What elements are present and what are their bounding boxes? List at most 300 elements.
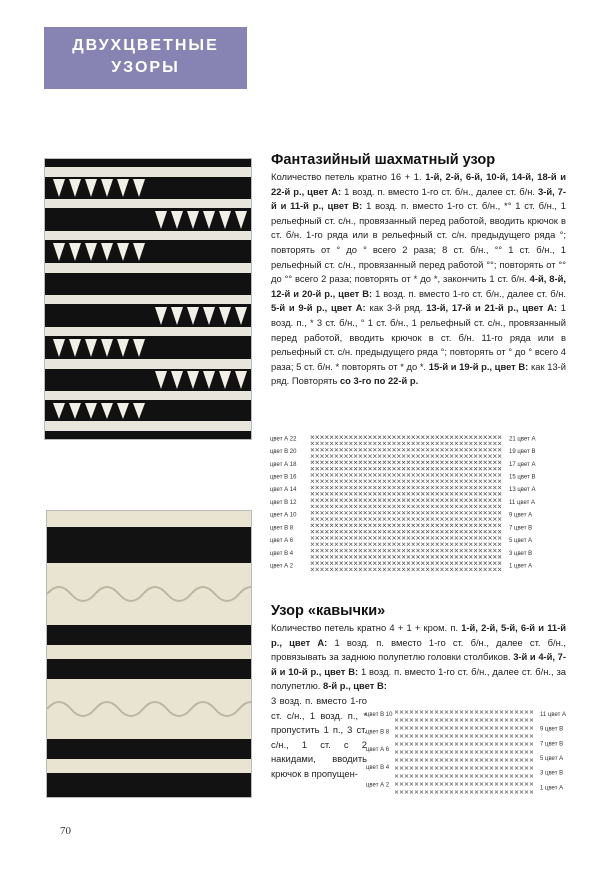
- chart2-stitch-mark: [395, 758, 398, 761]
- chart2-stitch-mark: [400, 734, 403, 737]
- chart2-stitch-mark: [500, 758, 503, 761]
- chart1-stitch-mark: [431, 543, 434, 546]
- chart2-stitch-mark: [410, 782, 413, 785]
- chart1-stitch-mark: [484, 505, 487, 508]
- chart1-stitch-mark: [344, 511, 347, 514]
- chart2-stitch-mark: [520, 766, 523, 769]
- chart1-stitch-mark: [359, 486, 362, 489]
- chart1-stitch-mark: [488, 530, 491, 533]
- chart1-stitch-mark: [474, 524, 477, 527]
- chart2-stitch-mark: [410, 774, 413, 777]
- chart1-stitch-mark: [378, 524, 381, 527]
- chart1-stitch-mark: [383, 442, 386, 445]
- chart1-stitch-mark: [455, 480, 458, 483]
- chart1-stitch-mark: [493, 517, 496, 520]
- p1-rows-a: 1-й, 2-й, 6-й, 10-й, 14-й, 18-й и 22-й р., цвет А:: [271, 171, 566, 197]
- chart1-stitch-mark: [412, 555, 415, 558]
- chart1-stitch-mark: [397, 543, 400, 546]
- p1-rows-a-text: 1 возд. п. вместо 1-го ст. б/н., далее ст. б/н.: [344, 185, 536, 197]
- chart2-stitch-mark: [530, 742, 533, 745]
- chart1-stitch-mark: [340, 492, 343, 495]
- chart2-stitch-mark: [475, 718, 478, 721]
- chart2-stitch-mark: [460, 790, 463, 793]
- chart2-stitch-mark: [445, 710, 448, 713]
- chart2-stitch-mark: [445, 766, 448, 769]
- chart1-stitch-mark: [426, 568, 429, 571]
- chart1-stitch-mark: [416, 467, 419, 470]
- chart1-stitch-mark: [359, 549, 362, 552]
- chart1-stitch-mark: [445, 530, 448, 533]
- chart2-stitch-mark: [490, 766, 493, 769]
- chart1-stitch-mark: [373, 536, 376, 539]
- chart1-stitch-mark: [412, 517, 415, 520]
- chart2-stitch-mark: [415, 782, 418, 785]
- chart1-stitch-mark: [320, 505, 323, 508]
- chart1-stitch-mark: [325, 511, 328, 514]
- chart2-stitch-mark: [420, 750, 423, 753]
- chart1-stitch-mark: [407, 436, 410, 439]
- chart1-stitch-mark: [412, 505, 415, 508]
- chart2-stitch-mark: [450, 758, 453, 761]
- chart1-stitch-mark: [354, 555, 357, 558]
- chart1-stitch-mark: [335, 524, 338, 527]
- chart1-stitch-mark: [378, 536, 381, 539]
- chart2-stitch-mark: [470, 726, 473, 729]
- chart2-stitch-mark: [515, 790, 518, 793]
- chart1-stitch-mark: [474, 467, 477, 470]
- chart2-stitch-mark: [420, 758, 423, 761]
- chart1-stitch-mark: [397, 454, 400, 457]
- chart1-stitch-mark: [474, 473, 477, 476]
- chart2-right-label: 11 цвет А: [540, 712, 566, 718]
- chart1-stitch-mark: [484, 436, 487, 439]
- chart2-stitch-mark: [400, 718, 403, 721]
- chart1-stitch-mark: [412, 448, 415, 451]
- chart1-stitch-mark: [460, 486, 463, 489]
- chart1-stitch-mark: [397, 568, 400, 571]
- chart1-stitch-mark: [488, 543, 491, 546]
- chart1-stitch-mark: [460, 517, 463, 520]
- chart1-stitch-mark: [445, 543, 448, 546]
- chart1-right-label: 1 цвет А: [509, 563, 533, 570]
- chart1-stitch-mark: [368, 454, 371, 457]
- chart2-stitch-mark: [460, 726, 463, 729]
- chart1-stitch-mark: [316, 549, 319, 552]
- chart1-stitch-mark: [493, 549, 496, 552]
- chart1-stitch-mark: [431, 448, 434, 451]
- chart1-stitch-mark: [320, 436, 323, 439]
- chart1-stitch-mark: [320, 486, 323, 489]
- chart2-stitch-mark: [395, 742, 398, 745]
- chart1-stitch-mark: [464, 467, 467, 470]
- section-title-line2: УЗОРЫ: [111, 59, 180, 76]
- chart2-stitch-mark: [465, 742, 468, 745]
- chart1-stitch-mark: [330, 517, 333, 520]
- chart1-stitch-mark: [316, 486, 319, 489]
- chart1-stitch-mark: [388, 568, 391, 571]
- chart2-stitch-mark: [425, 750, 428, 753]
- chart1-stitch-mark: [431, 473, 434, 476]
- chart1-stitch-mark: [479, 568, 482, 571]
- chart1-stitch-mark: [484, 524, 487, 527]
- chart2-stitch-mark: [505, 710, 508, 713]
- chart1-stitch-mark: [484, 492, 487, 495]
- chart1-stitch-mark: [354, 568, 357, 571]
- chart1-stitch-mark: [484, 499, 487, 502]
- chart1-stitch-mark: [378, 473, 381, 476]
- chart1-stitch-mark: [335, 436, 338, 439]
- chart1-stitch-mark: [330, 549, 333, 552]
- chart1-stitch-mark: [479, 549, 482, 552]
- chart1-stitch-mark: [440, 536, 443, 539]
- chart1-stitch-mark: [320, 524, 323, 527]
- chart1-stitch-mark: [392, 499, 395, 502]
- chart1-stitch-mark: [479, 524, 482, 527]
- chart1-stitch-mark: [431, 568, 434, 571]
- chart1-stitch-mark: [364, 480, 367, 483]
- chart1-stitch-mark: [407, 461, 410, 464]
- chart2-stitch-mark: [490, 774, 493, 777]
- chart1-stitch-mark: [431, 442, 434, 445]
- p1-rows-f: 15-й и 19-й р., цвет В:: [428, 360, 529, 372]
- chart1-stitch-mark: [455, 517, 458, 520]
- chart2-stitch-mark: [530, 734, 533, 737]
- chart2-stitch-mark: [400, 750, 403, 753]
- chart1-stitch-mark: [325, 473, 328, 476]
- chart1-stitch-mark: [325, 442, 328, 445]
- chart2-stitch-mark: [480, 742, 483, 745]
- chart1-stitch-mark: [397, 492, 400, 495]
- chart2-left-label: цвет В 10: [366, 712, 393, 718]
- chart1-stitch-mark: [445, 517, 448, 520]
- chart1-stitch-mark: [488, 486, 491, 489]
- chart1-stitch-mark: [316, 442, 319, 445]
- chart1-stitch-mark: [479, 530, 482, 533]
- chart1-stitch-mark: [416, 486, 419, 489]
- chart1-stitch-mark: [484, 562, 487, 565]
- chart1-stitch-mark: [359, 555, 362, 558]
- chart1-stitch-mark: [421, 530, 424, 533]
- chart1-stitch-mark: [440, 549, 443, 552]
- chart1-stitch-mark: [460, 511, 463, 514]
- chart1-stitch-mark: [407, 492, 410, 495]
- chart2-stitch-mark: [445, 726, 448, 729]
- chart1-stitch-mark: [469, 505, 472, 508]
- p1-rows-e: 13-й, 17-й и 21-й р., цвет А:: [426, 302, 557, 314]
- chart1-stitch-mark: [344, 480, 347, 483]
- chart1-stitch-mark: [498, 549, 501, 552]
- chart1-stitch-mark: [388, 436, 391, 439]
- chart1-stitch-mark: [359, 517, 362, 520]
- chart2-stitch-mark: [485, 718, 488, 721]
- chart1-stitch-mark: [445, 448, 448, 451]
- chart1-stitch-mark: [325, 568, 328, 571]
- chart1-stitch-mark: [364, 517, 367, 520]
- chart1-stitch-mark: [349, 536, 352, 539]
- chart1-stitch-mark: [474, 492, 477, 495]
- chart1-stitch-mark: [392, 536, 395, 539]
- checkerboard-pattern-photo: [44, 158, 252, 440]
- chart1-stitch-mark: [498, 499, 501, 502]
- chart1-stitch-mark: [330, 454, 333, 457]
- chart2-stitch-mark: [420, 710, 423, 713]
- chart1-stitch-mark: [436, 448, 439, 451]
- chart1-stitch-mark: [484, 543, 487, 546]
- chart1-stitch-mark: [402, 467, 405, 470]
- chart2-right-label: 7 цвет В: [540, 741, 564, 748]
- chart1-stitch-mark: [349, 524, 352, 527]
- chart1-stitch-mark: [397, 530, 400, 533]
- chart1-stitch-mark: [412, 486, 415, 489]
- chart1-stitch-mark: [383, 448, 386, 451]
- chart1-stitch-mark: [340, 499, 343, 502]
- chart2-stitch-mark: [430, 758, 433, 761]
- chart1-stitch-mark: [359, 480, 362, 483]
- chart2-stitch-mark: [475, 774, 478, 777]
- chart1-stitch-mark: [378, 511, 381, 514]
- chart2-stitch-mark: [455, 750, 458, 753]
- chart1-stitch-mark: [426, 505, 429, 508]
- chart2-stitch-mark: [415, 718, 418, 721]
- chart1-stitch-mark: [493, 454, 496, 457]
- chart1-stitch-mark: [383, 505, 386, 508]
- chart1-stitch-mark: [479, 543, 482, 546]
- chart1-stitch-mark: [392, 448, 395, 451]
- chart1-stitch-mark: [344, 454, 347, 457]
- chart1-stitch-mark: [445, 442, 448, 445]
- chart2-stitch-mark: [500, 718, 503, 721]
- chart1-stitch-mark: [407, 473, 410, 476]
- chart2-stitch-mark: [470, 766, 473, 769]
- chart1-stitch-mark: [493, 448, 496, 451]
- chart1-stitch-mark: [340, 562, 343, 565]
- chart1-stitch-mark: [440, 511, 443, 514]
- chart2-stitch-mark: [525, 766, 528, 769]
- chart1-stitch-mark: [460, 461, 463, 464]
- chart2-stitch-mark: [510, 758, 513, 761]
- chart1-stitch-mark: [460, 536, 463, 539]
- chart1-stitch-mark: [440, 461, 443, 464]
- chart1-stitch-mark: [474, 480, 477, 483]
- chart2-stitch-mark: [480, 774, 483, 777]
- chart1-stitch-mark: [440, 555, 443, 558]
- chart1-stitch-mark: [479, 536, 482, 539]
- chart1-stitch-mark: [498, 492, 501, 495]
- chart1-stitch-mark: [344, 517, 347, 520]
- chart1-stitch-mark: [330, 536, 333, 539]
- chart2-stitch-mark: [440, 734, 443, 737]
- chart1-stitch-mark: [330, 486, 333, 489]
- chart1-stitch-mark: [397, 442, 400, 445]
- chart1-stitch-mark: [325, 480, 328, 483]
- chart1-stitch-mark: [373, 461, 376, 464]
- chart1-stitch-mark: [412, 568, 415, 571]
- chart2-stitch-mark: [515, 710, 518, 713]
- chart2-stitch-mark: [445, 734, 448, 737]
- chart1-stitch-mark: [484, 461, 487, 464]
- chart1-stitch-mark: [344, 505, 347, 508]
- chart1-stitch-mark: [402, 568, 405, 571]
- chart1-stitch-mark: [316, 499, 319, 502]
- chart2-stitch-mark: [415, 774, 418, 777]
- chart1-stitch-mark: [340, 461, 343, 464]
- chart2-stitch-mark: [520, 718, 523, 721]
- chart1-stitch-mark: [450, 562, 453, 565]
- chart1-stitch-mark: [316, 473, 319, 476]
- chart2-stitch-mark: [460, 710, 463, 713]
- chart1-stitch-mark: [469, 517, 472, 520]
- chart2-stitch-mark: [445, 758, 448, 761]
- chart1-stitch-mark: [440, 517, 443, 520]
- chart1-stitch-mark: [407, 549, 410, 552]
- chart2-stitch-mark: [475, 790, 478, 793]
- chart1-stitch-mark: [479, 562, 482, 565]
- chart1-left-label: цвет А 22: [270, 436, 297, 443]
- chart1-stitch-mark: [373, 454, 376, 457]
- chart2-stitch-mark: [450, 774, 453, 777]
- chart2-stitch-mark: [450, 718, 453, 721]
- chart1-stitch-mark: [392, 517, 395, 520]
- chart1-stitch-mark: [416, 480, 419, 483]
- chart1-stitch-mark: [373, 467, 376, 470]
- chart1-stitch-mark: [421, 486, 424, 489]
- chart1-stitch-mark: [320, 562, 323, 565]
- chart1-stitch-mark: [498, 461, 501, 464]
- chart1-stitch-mark: [388, 505, 391, 508]
- chart1-stitch-mark: [340, 505, 343, 508]
- chart1-stitch-mark: [440, 436, 443, 439]
- chart1-stitch-mark: [402, 530, 405, 533]
- chart1-stitch-mark: [407, 505, 410, 508]
- chart2-stitch-mark: [490, 734, 493, 737]
- chart1-stitch-mark: [488, 461, 491, 464]
- chart2-stitch-mark: [395, 774, 398, 777]
- chart1-stitch-mark: [344, 530, 347, 533]
- chart1-stitch-mark: [450, 505, 453, 508]
- chart2-stitch-mark: [510, 782, 513, 785]
- chart1-stitch-mark: [426, 555, 429, 558]
- chart2-stitch-mark: [465, 734, 468, 737]
- chart1-stitch-mark: [378, 530, 381, 533]
- chart1-stitch-mark: [359, 511, 362, 514]
- chart1-stitch-mark: [316, 562, 319, 565]
- chart2-stitch-mark: [500, 774, 503, 777]
- chart1-stitch-mark: [498, 486, 501, 489]
- chart2-stitch-mark: [425, 758, 428, 761]
- chart1-stitch-mark: [330, 568, 333, 571]
- chart2-stitch-mark: [510, 726, 513, 729]
- chart1-stitch-mark: [412, 467, 415, 470]
- chart1-stitch-mark: [325, 492, 328, 495]
- chart1-stitch-mark: [392, 543, 395, 546]
- chart2-stitch-mark: [405, 750, 408, 753]
- chart2-stitch-mark: [525, 718, 528, 721]
- chart2-stitch-mark: [500, 782, 503, 785]
- chart2-stitch-mark: [440, 718, 443, 721]
- chart1-stitch-mark: [493, 543, 496, 546]
- chart2-stitch-mark: [430, 742, 433, 745]
- chart1-stitch-mark: [421, 473, 424, 476]
- chart1-stitch-mark: [364, 486, 367, 489]
- chart1-stitch-mark: [364, 442, 367, 445]
- chart1-stitch-mark: [493, 467, 496, 470]
- chart1-stitch-mark: [445, 486, 448, 489]
- chart1-stitch-mark: [373, 530, 376, 533]
- chart1-stitch-mark: [383, 467, 386, 470]
- chart1-stitch-mark: [412, 454, 415, 457]
- chart1-stitch-mark: [364, 562, 367, 565]
- chart1-stitch-mark: [450, 555, 453, 558]
- chart2-stitch-mark: [520, 734, 523, 737]
- chart2-stitch-mark: [405, 726, 408, 729]
- chart2-stitch-mark: [400, 774, 403, 777]
- chart1-stitch-mark: [320, 517, 323, 520]
- chart1-stitch-mark: [493, 442, 496, 445]
- chart2-stitch-mark: [530, 718, 533, 721]
- chart2-left-labels: [366, 712, 393, 788]
- chart1-stitch-mark: [445, 562, 448, 565]
- p1-rows-c-text: 1 возд. п. вместо 1-го ст. б/н., далее ст. б/н.: [375, 287, 566, 299]
- chart1-stitch-mark: [498, 536, 501, 539]
- p1-count: Количество петель кратно 16 + 1.: [271, 171, 422, 182]
- chart2-stitch-mark: [470, 710, 473, 713]
- chart2-stitch-mark: [495, 734, 498, 737]
- chart1-right-label: 19 цвет В: [509, 449, 536, 456]
- chart2-stitch-mark: [445, 790, 448, 793]
- chart2-stitch-mark: [480, 710, 483, 713]
- chart1-stitch-mark: [383, 473, 386, 476]
- chart2-stitch-mark: [395, 766, 398, 769]
- chart1-left-label: цвет А 14: [270, 487, 297, 494]
- chart2-right-label: 3 цвет В: [540, 770, 564, 777]
- chart1-stitch-mark: [498, 448, 501, 451]
- chart1-stitch-mark: [368, 530, 371, 533]
- chart1-stitch-mark: [445, 549, 448, 552]
- chart2-stitch-mark: [460, 734, 463, 737]
- chart2-left-label: цвет В 4: [366, 764, 390, 771]
- chart1-stitch-mark: [325, 549, 328, 552]
- chart1-stitch-mark: [368, 461, 371, 464]
- chart1-stitch-mark: [392, 562, 395, 565]
- chart1-stitch-mark: [431, 517, 434, 520]
- chart2-stitch-mark: [500, 742, 503, 745]
- chart2-stitch-mark: [510, 766, 513, 769]
- chart1-stitch-mark: [335, 562, 338, 565]
- chart2-stitch-mark: [460, 742, 463, 745]
- chart1-stitch-mark: [373, 473, 376, 476]
- chart1-stitch-mark: [311, 461, 314, 464]
- chart2-stitch-mark: [430, 774, 433, 777]
- chart1-stitch-mark: [335, 511, 338, 514]
- chart1-stitch-mark: [421, 562, 424, 565]
- chart1-stitch-mark: [320, 492, 323, 495]
- chart1-stitch-mark: [474, 461, 477, 464]
- chart2-stitch-mark: [485, 726, 488, 729]
- chart1-stitch-mark: [455, 568, 458, 571]
- chart1-stitch-mark: [320, 473, 323, 476]
- chart1-stitch-mark: [474, 442, 477, 445]
- chart1-stitch-mark: [388, 461, 391, 464]
- chart1-stitch-mark: [316, 536, 319, 539]
- chart2-stitch-mark: [505, 726, 508, 729]
- chart2-stitch-mark: [490, 718, 493, 721]
- chart2-stitch-mark: [490, 750, 493, 753]
- chart1-left-label: цвет А 10: [270, 512, 297, 519]
- chart1-stitch-mark: [479, 511, 482, 514]
- chart1-stitch-mark: [320, 467, 323, 470]
- chart1-stitch-mark: [340, 543, 343, 546]
- chart2-stitch-mark: [525, 742, 528, 745]
